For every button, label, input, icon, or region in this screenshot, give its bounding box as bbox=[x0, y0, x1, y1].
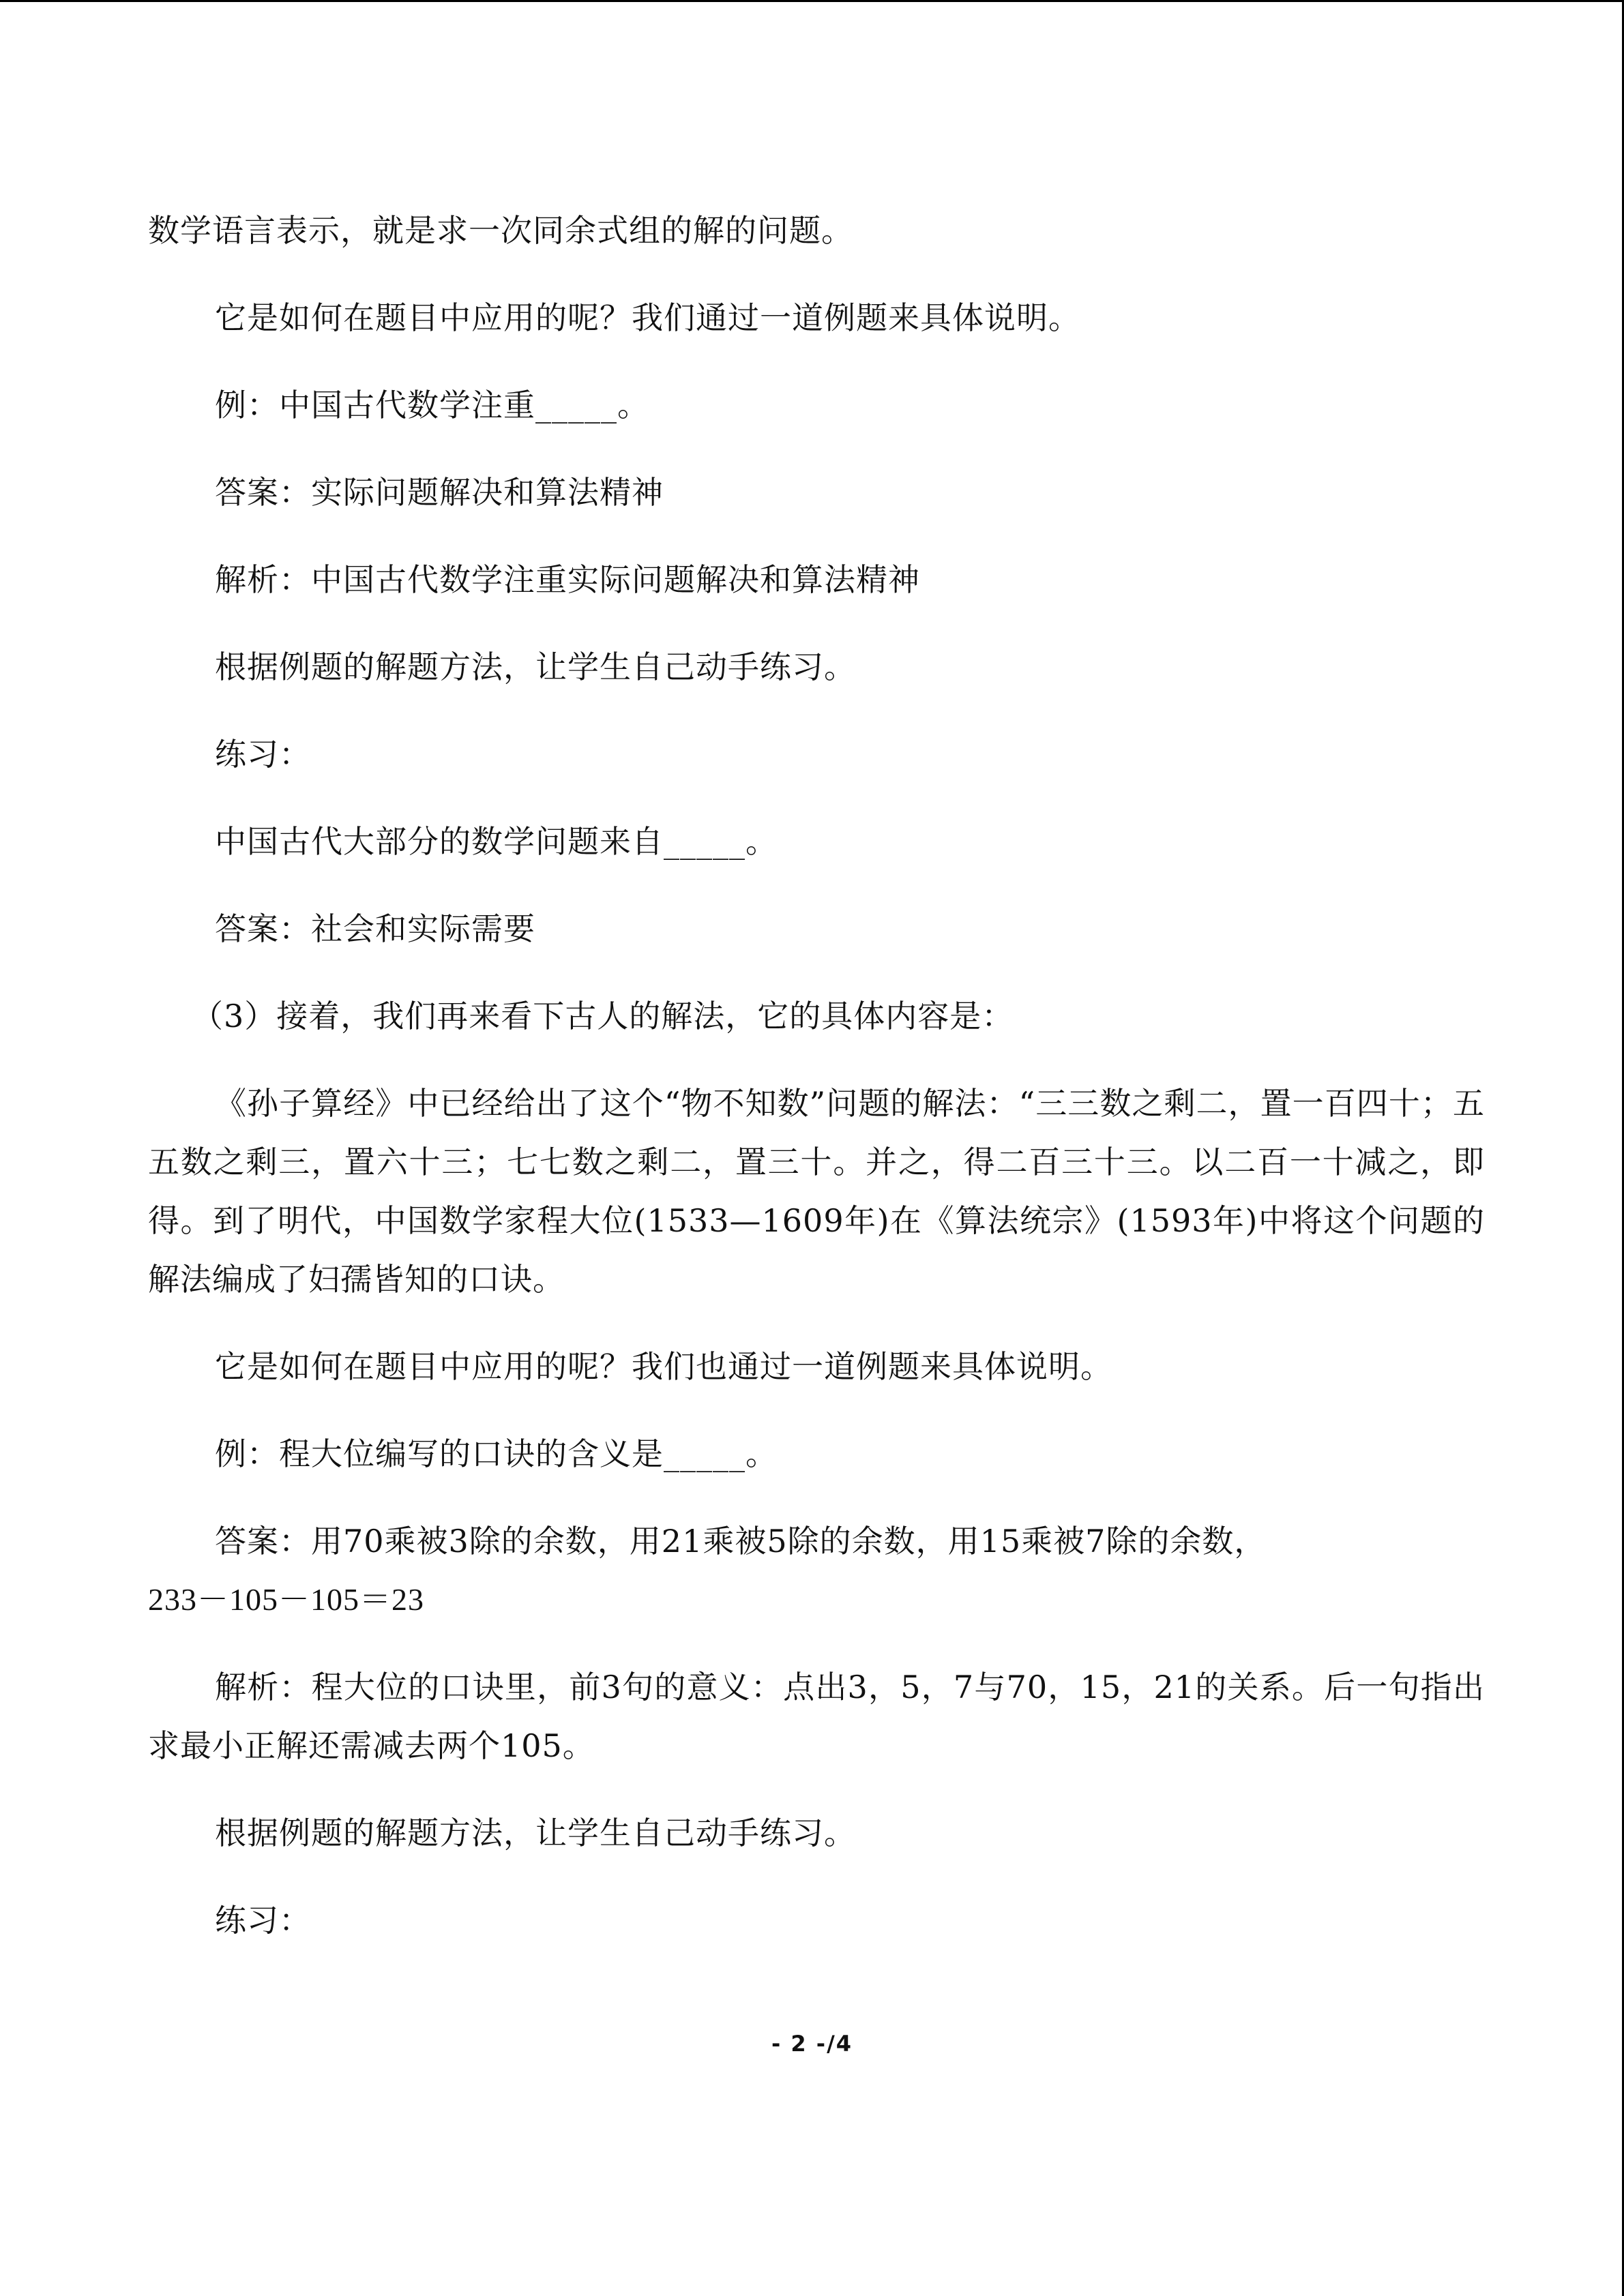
practice-heading-2: 练习： bbox=[215, 1902, 311, 1939]
page-content bbox=[148, 201, 1485, 1978]
sunzi-solution-paragraph: 《孙子算经》中已经给出了这个“物不知数”问题的解法：“三三数之剩二，置一百四十；五五数之剩三，置六十三；七七数之剩二，置三十。并之，得二百三十三。以二百一十减之，即得。到了明代，中国数学家程大位(1533—1609年)在《算法统宗》(1593年)中将这个问题的解法编成了妇孺皆知的口诀。 bbox=[148, 1085, 1486, 1298]
practice-1-answer: 答案：社会和实际需要 bbox=[215, 910, 535, 947]
practice-instruction-2: 根据例题的解题方法，让学生自己动手练习。 bbox=[215, 1815, 856, 1851]
example-2-equation: 233－105－105＝23 bbox=[148, 1582, 424, 1617]
practice-1-question: 中国古代大部分的数学问题来自_____。 bbox=[215, 823, 778, 860]
page-number: - 2 -/4 bbox=[771, 2031, 853, 2057]
example-2-question: 例：程大位编写的口诀的含义是_____。 bbox=[215, 1435, 778, 1472]
example-1-answer: 答案：实际问题解决和算法精神 bbox=[215, 474, 664, 511]
example-2-answer: 答案：用70乘被3除的余数，用21乘被5除的余数，用15乘被7除的余数， bbox=[215, 1523, 1267, 1560]
example-1-question: 例：中国古代数学注重_____。 bbox=[215, 387, 649, 423]
section-3-heading: （3）接着，我们再来看下古人的解法，它的具体内容是： bbox=[192, 998, 1014, 1034]
example-2-analysis: 解析：程大位的口诀里，前3句的意义：点出3，5，7与70，15，21的关系。后一句指出求最小正解还需减去两个105。 bbox=[148, 1669, 1485, 1764]
example-1-analysis: 解析：中国古代数学注重实际问题解决和算法精神 bbox=[215, 561, 920, 598]
practice-heading-1: 练习： bbox=[215, 736, 311, 773]
paragraph-second-application: 它是如何在题目中应用的呢？我们也通过一道例题来具体说明。 bbox=[215, 1348, 1112, 1385]
practice-instruction-1: 根据例题的解题方法，让学生自己动手练习。 bbox=[215, 648, 856, 685]
paragraph-congruence-intro: 数学语言表示，就是求一次同余式组的解的问题。 bbox=[148, 212, 853, 249]
paragraph-application-question: 它是如何在题目中应用的呢？我们通过一道例题来具体说明。 bbox=[215, 299, 1080, 336]
